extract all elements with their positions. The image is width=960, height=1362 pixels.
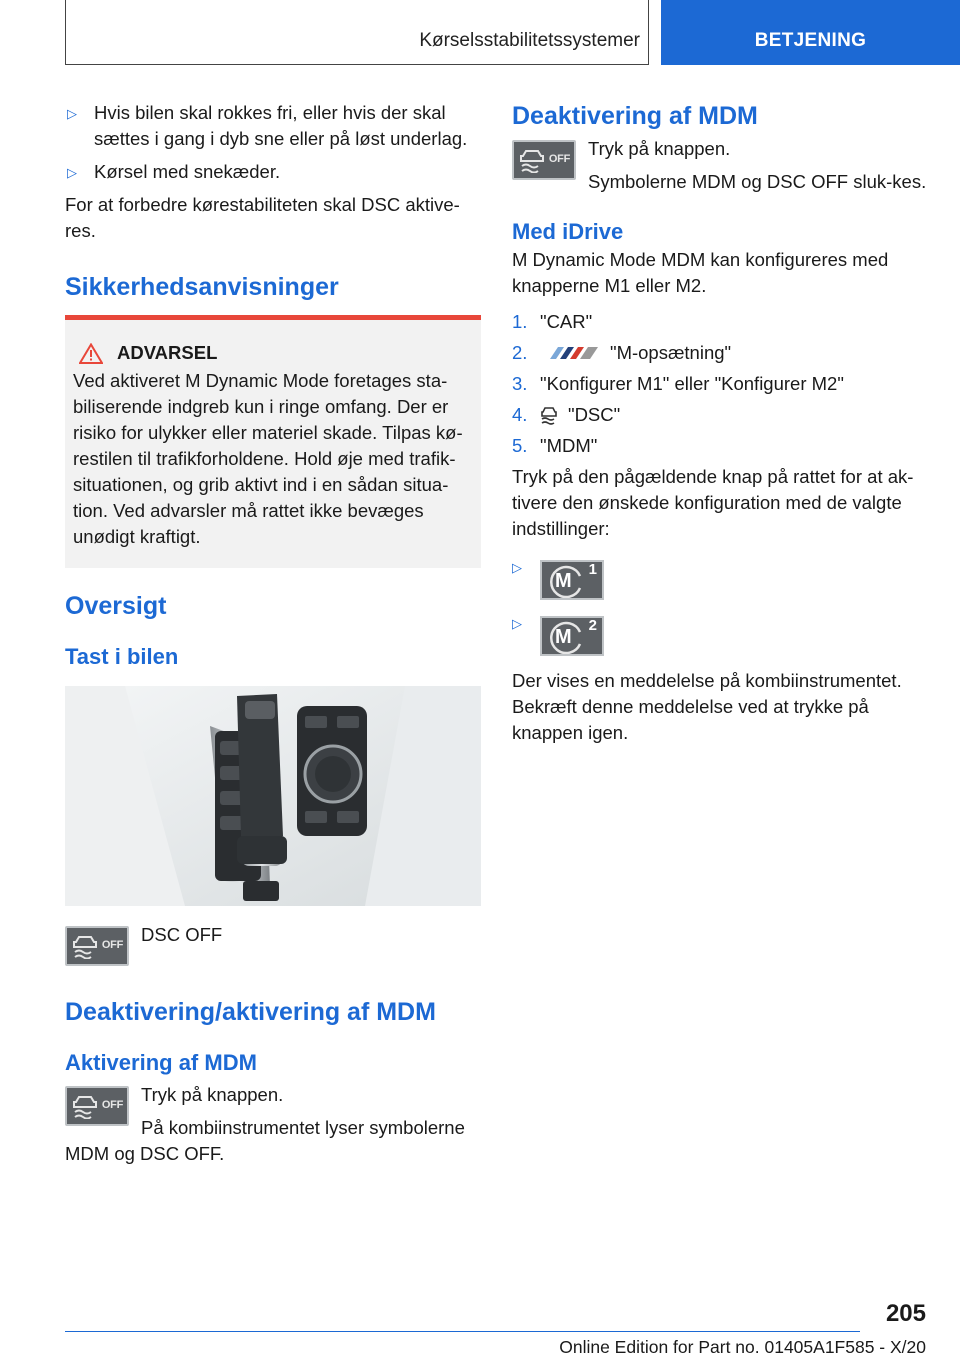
deactivation-step-1: Tryk på knappen. xyxy=(588,138,731,159)
dsc-off-button-icon: OFF xyxy=(65,1086,129,1126)
list-item: 2. "M-opsætning" xyxy=(512,342,732,363)
activation-block xyxy=(65,1082,481,1167)
edition-footer: Online Edition for Part no. 01405A1F585 - X/20 xyxy=(559,1337,926,1357)
list-item: 5. "MDM" xyxy=(512,435,598,456)
press-paragraph: Tryk på den pågældende knap på rattet for at ak-tivere den ønskede konfiguration med de valgte indstillinger: xyxy=(512,466,914,539)
list-item: 3. "Konfigurer M1" eller "Konfigurer M2" xyxy=(512,373,844,394)
overview-heading: Oversigt xyxy=(65,592,167,620)
chapter-tab[interactable] xyxy=(661,0,960,65)
deactivation-step-2: Symbolerne MDM og DSC OFF sluk-kes. xyxy=(588,171,927,192)
chapter-tab-label: BETJENING xyxy=(754,30,867,51)
idrive-heading: Med iDrive xyxy=(512,219,624,244)
activation-step-1: Tryk på knappen. xyxy=(141,1084,284,1105)
situations-list xyxy=(65,100,481,185)
warning-text: Ved aktiveret M Dynamic Mode foretages sta-biliserende indgreb kun i ringe omfang. Der er risiko for ulykker eller materiel skade. Tilpas kø-restilen til trafikforholdene. Hold øje med trafik-situationen, og grib aktivt ind i en sådan situa-tion. Ved advarsler må rattet ikke bevæges unødigt kraftigt. xyxy=(73,370,463,547)
m2-button-icon: M 2 xyxy=(540,616,604,656)
deactivation-heading: Deaktivering af MDM xyxy=(512,102,758,130)
triangle-bullet-icon: ▷ xyxy=(512,560,522,575)
activation-step-2: På kombiinstrumentet lyser symbolerne MDM og DSC OFF. xyxy=(65,1117,465,1164)
triangle-bullet-icon: ▷ xyxy=(67,165,77,180)
center-console-photo xyxy=(65,686,481,906)
dsc-off-button-icon: OFF xyxy=(512,140,576,180)
m2-row xyxy=(512,616,932,656)
warning-triangle-icon xyxy=(79,343,103,364)
dsc-off-label: DSC OFF xyxy=(141,924,223,945)
car-skid-icon xyxy=(518,147,548,173)
section-title: Kørselsstabilitetssystemer xyxy=(419,30,640,51)
m1-button-icon: M 1 xyxy=(540,560,604,600)
key-heading: Tast i bilen xyxy=(65,644,179,669)
warning-box xyxy=(65,315,481,568)
list-item: 4. "DSC" xyxy=(512,404,621,425)
warning-title: ADVARSEL xyxy=(73,342,473,364)
right-column xyxy=(512,100,932,746)
deactivation-block xyxy=(512,136,932,195)
intro-paragraph: For at forbedre kørestabiliteten skal DSC aktive-res. xyxy=(65,194,460,241)
page-number: 205 xyxy=(885,1300,926,1327)
triangle-bullet-icon: ▷ xyxy=(67,106,77,121)
left-column xyxy=(65,100,481,1167)
list-item: ▷ Kørsel med snekæder. xyxy=(65,159,481,185)
triangle-bullet-icon: ▷ xyxy=(512,616,522,631)
deact-act-heading: Deaktivering/aktivering af MDM xyxy=(65,998,436,1026)
safety-heading: Sikkerhedsanvisninger xyxy=(65,273,339,301)
list-item: ▷ Hvis bilen skal rokkes fri, eller hvis der skal sættes i gang i dyb sne eller på løst underlag. xyxy=(67,102,468,149)
list-item: 1. "CAR" xyxy=(512,311,593,332)
dsc-off-row xyxy=(65,926,481,966)
dsc-car-icon xyxy=(540,405,558,425)
center-console-illustration xyxy=(65,686,481,906)
idrive-intro: M Dynamic Mode MDM kan konfigureres med knapperne M1 eller M2. xyxy=(512,249,889,296)
idrive-steps xyxy=(512,309,932,459)
m1-row xyxy=(512,560,932,600)
activation-heading: Aktivering af MDM xyxy=(65,1050,257,1075)
final-paragraph: Der vises en meddelelse på kombiinstrumentet. Bekræft denne meddelelse ved at trykke på knappen igen. xyxy=(512,670,902,743)
car-skid-icon xyxy=(71,1093,101,1119)
dsc-off-button-icon: OFF xyxy=(65,926,129,966)
m-stripes-icon xyxy=(544,345,602,361)
car-skid-icon xyxy=(71,933,101,959)
footer-divider xyxy=(65,1331,860,1332)
